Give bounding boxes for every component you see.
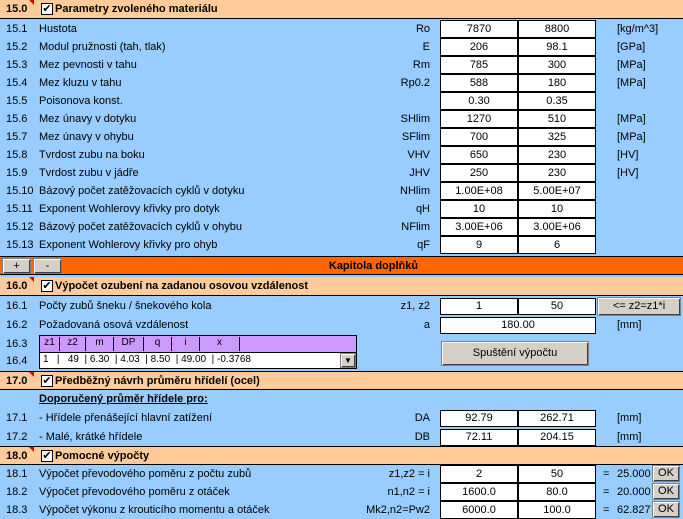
material-row — [0, 164, 683, 182]
row-unit: [MPa] — [617, 59, 646, 71]
z1-input[interactable]: 1 — [440, 298, 518, 315]
aux-input-1[interactable]: 1600.0 — [440, 483, 518, 501]
material-row — [0, 74, 683, 92]
expand-button[interactable]: + — [2, 258, 31, 274]
row-16-1 — [0, 297, 683, 316]
shaft-diameter-2: 262.71 — [518, 410, 596, 427]
row-symbol: E — [422, 41, 430, 53]
row-number: 18.3 — [6, 504, 28, 516]
row-label: Mez pevnosti v tahu — [39, 59, 137, 71]
row-symbol: NHlim — [400, 185, 430, 197]
aux-calc-row — [0, 501, 683, 519]
material-1-value[interactable]: 0.30 — [440, 92, 518, 110]
row-number: 15.11 — [6, 203, 33, 215]
results-column-header: z1 — [40, 337, 60, 351]
material-1-value[interactable]: 3.00E+06 — [440, 218, 518, 236]
results-column-header: i — [172, 337, 200, 351]
section-subtitle: Doporučený průměr hřídele pro: — [39, 393, 208, 405]
ok-button[interactable]: OK — [652, 483, 680, 500]
material-2-value[interactable]: 230 — [518, 164, 596, 182]
material-row — [0, 182, 683, 200]
row-unit: [mm] — [617, 412, 642, 424]
row-number: 15.3 — [6, 59, 28, 71]
equals-sign: = — [603, 504, 610, 516]
section-title: Předběžný návrh průměru hřídelí (ocel) — [55, 375, 260, 387]
row-label: Tvrdost zubu na boku — [39, 149, 145, 161]
aux-calc-row — [0, 465, 683, 483]
shaft-diameter-1: 72.11 — [440, 429, 518, 446]
aux-input-2[interactable]: 50 — [518, 465, 596, 483]
material-2-value[interactable]: 3.00E+06 — [518, 218, 596, 236]
row-number: 15.6 — [6, 113, 28, 125]
material-1-value[interactable]: 250 — [440, 164, 518, 182]
row-label: Počty zubů šneku / šnekového kola — [39, 300, 212, 312]
material-1-value[interactable]: 588 — [440, 74, 518, 92]
row-number: 15.13 — [6, 239, 34, 251]
section-number: 16.0 — [6, 280, 28, 292]
section-title: Výpočet ozubení na zadanou osovou vzdálenost — [55, 280, 309, 292]
row-number: 16.3 — [6, 338, 28, 350]
material-2-value[interactable]: 10 — [518, 200, 596, 218]
combo-dropdown-button[interactable]: ▼ — [340, 353, 356, 368]
section-18-header — [0, 446, 683, 465]
shaft-diameter-1: 92.79 — [440, 410, 518, 427]
section-16-checkbox[interactable]: ✔ — [42, 280, 52, 292]
row-label: Požadovaná osová vzdálenost — [39, 319, 189, 331]
material-1-value[interactable]: 7870 — [440, 20, 518, 38]
material-row — [0, 200, 683, 218]
row-label: Mez únavy v ohybu — [39, 131, 134, 143]
material-2-value[interactable]: 300 — [518, 56, 596, 74]
row-number: 15.9 — [6, 167, 28, 179]
row-number: 15.7 — [6, 131, 28, 143]
row-symbol: qH — [415, 203, 430, 215]
row-symbol: n1,n2 = i — [387, 486, 430, 498]
row-unit: [mm] — [617, 319, 642, 331]
section-17-subtitle-row — [0, 390, 683, 409]
material-1-value[interactable]: 1.00E+08 — [440, 182, 518, 200]
row-unit: [GPa] — [617, 41, 646, 53]
section-title: Parametry zvoleného materiálu — [55, 3, 218, 15]
row-label: Mez únavy v dotyku — [39, 113, 137, 125]
material-row — [0, 92, 683, 110]
section-number: 15.0 — [6, 3, 28, 15]
material-row — [0, 236, 683, 254]
results-column-header: z2 — [60, 337, 86, 351]
material-row — [0, 38, 683, 56]
aux-result: 62.827 — [617, 504, 651, 516]
section-title: Pomocné výpočty — [55, 450, 150, 462]
material-2-value[interactable]: 180 — [518, 74, 596, 92]
section-17-header — [0, 371, 683, 390]
comment-marker-icon — [29, 0, 34, 5]
row-label: Mez kluzu v tahu — [39, 77, 122, 89]
row-number: 15.10 — [6, 185, 34, 197]
row-number: 17.2 — [6, 431, 28, 443]
aux-result: 25.000 — [617, 468, 651, 480]
comment-marker-icon — [29, 372, 34, 377]
row-number: 16.2 — [6, 319, 28, 331]
row-symbol: JHV — [409, 167, 430, 179]
material-1-value[interactable]: 700 — [440, 128, 518, 146]
row-16-2 — [0, 316, 683, 335]
row-symbol: Ro — [415, 23, 430, 35]
row-label: Exponent Wohlerovy křivky pro dotyk — [39, 203, 220, 215]
aux-calc-row — [0, 483, 683, 501]
run-calculation-button[interactable]: Spuštění výpočtu — [441, 341, 589, 366]
shaft-row — [0, 428, 683, 447]
material-1-value[interactable]: 10 — [440, 200, 518, 218]
compute-z2-button[interactable]: <= z2=z1*i — [597, 297, 681, 316]
equals-sign: = — [603, 468, 610, 480]
results-column-header: x — [200, 337, 240, 351]
row-label: Tvrdost zubu v jádře — [39, 167, 139, 179]
row-unit: [HV] — [617, 167, 639, 179]
row-number: 16.4 — [6, 355, 28, 367]
ok-button[interactable]: OK — [652, 501, 680, 518]
row-number: 15.8 — [6, 149, 28, 161]
row-unit: [kg/m^3] — [617, 23, 659, 35]
aux-input-2[interactable]: 80.0 — [518, 483, 596, 501]
row-symbol: z1,z2 = i — [388, 468, 430, 480]
results-header — [39, 335, 357, 352]
aux-result: 20.000 — [617, 486, 651, 498]
section-number: 17.0 — [6, 375, 28, 387]
material-2-value[interactable]: 6 — [518, 236, 596, 254]
section-16-header — [0, 277, 683, 296]
row-symbol: Rm — [412, 59, 430, 71]
section-15-header — [0, 0, 683, 19]
row-label: Poisonova konst. — [39, 95, 123, 107]
material-row — [0, 218, 683, 236]
row-unit: [MPa] — [617, 113, 646, 125]
row-label: - Hřídele přenášející hlavní zatížení — [39, 412, 213, 424]
row-label: Bázový počet zatěžovacích cyklů v dotyku — [39, 185, 245, 197]
row-symbol: NFlim — [401, 221, 430, 233]
material-row — [0, 20, 683, 38]
section-17-checkbox[interactable]: ✔ — [42, 375, 52, 387]
row-number: 15.2 — [6, 41, 28, 53]
row-label: Výpočet převodového poměru z počtu zubů — [39, 468, 252, 480]
row-symbol: Mk2,n2=Pw2 — [366, 504, 430, 516]
row-unit: [HV] — [617, 149, 639, 161]
row-label: Výpočet převodového poměru z otáček — [39, 486, 230, 498]
row-unit: [mm] — [617, 431, 642, 443]
row-symbol: DB — [414, 431, 430, 443]
results-combo[interactable] — [39, 352, 357, 369]
material-row — [0, 56, 683, 74]
ok-button[interactable]: OK — [652, 465, 680, 482]
results-column-header: q — [144, 337, 172, 351]
results-combo-value: 1 | 49 | 6.30 | 4.03 | 8.50 | 49.00 | -0.3768 — [43, 354, 251, 365]
z2-input[interactable]: 50 — [518, 298, 596, 315]
shaft-row — [0, 409, 683, 428]
section-18-checkbox[interactable]: ✔ — [42, 450, 52, 462]
material-1-value[interactable]: 206 — [440, 38, 518, 56]
row-symbol: SFlim — [401, 131, 430, 143]
row-unit: [MPa] — [617, 131, 646, 143]
material-1-value[interactable]: 650 — [440, 146, 518, 164]
chapter-title: Kapitola doplňků — [328, 260, 419, 272]
aux-input-2[interactable]: 100.0 — [518, 501, 596, 519]
material-2-value[interactable]: 510 — [518, 110, 596, 128]
row-label: Výpočet výkonu z krouticího momentu a otáček — [39, 504, 270, 516]
row-label: Hustota — [39, 23, 77, 35]
shaft-diameter-2: 204.15 — [518, 429, 596, 446]
row-number: 15.1 — [6, 23, 28, 35]
material-2-value[interactable]: 230 — [518, 146, 596, 164]
equals-sign: = — [603, 486, 610, 498]
material-2-value[interactable]: 5.00E+07 — [518, 182, 596, 200]
material-2-value[interactable]: 325 — [518, 128, 596, 146]
section-15-checkbox[interactable]: ✔ — [42, 3, 52, 15]
material-row — [0, 110, 683, 128]
material-1-value[interactable]: 9 — [440, 236, 518, 254]
comment-marker-icon — [29, 277, 34, 282]
material-row — [0, 146, 683, 164]
row-label: Modul pružnosti (tah, tlak) — [39, 41, 166, 53]
comment-marker-icon — [29, 447, 34, 452]
row-symbol: Rp0.2 — [400, 77, 430, 89]
row-number: 18.1 — [6, 468, 28, 480]
material-2-value[interactable]: 98.1 — [518, 38, 596, 56]
section-number: 18.0 — [6, 450, 28, 462]
row-symbol: z1, z2 — [400, 300, 430, 312]
row-number: 18.2 — [6, 486, 28, 498]
results-column-header: m — [86, 337, 114, 351]
row-symbol: VHV — [407, 149, 430, 161]
material-1-value[interactable]: 1270 — [440, 110, 518, 128]
chapter-bar — [0, 256, 683, 275]
material-row — [0, 128, 683, 146]
aux-input-1[interactable]: 6000.0 — [440, 501, 518, 519]
row-label: Bázový počet zatěžovacích cyklů v ohybu — [39, 221, 242, 233]
material-1-value[interactable]: 785 — [440, 56, 518, 74]
collapse-button[interactable]: - — [33, 258, 62, 274]
row-number: 15.4 — [6, 77, 28, 89]
row-symbol: DA — [414, 412, 430, 424]
row-number: 17.1 — [6, 412, 28, 424]
material-2-value[interactable]: 0.35 — [518, 92, 596, 110]
row-symbol: qF — [417, 239, 430, 251]
row-number: 16.1 — [6, 300, 28, 312]
row-label: Exponent Wohlerovy křivky pro ohyb — [39, 239, 218, 251]
aux-input-1[interactable]: 2 — [440, 465, 518, 483]
row-number: 15.12 — [6, 221, 34, 233]
row-symbol: a — [423, 319, 430, 331]
material-2-value[interactable]: 8800 — [518, 20, 596, 38]
row-number: 15.5 — [6, 95, 28, 107]
row-label: - Malé, krátké hřídele — [39, 431, 143, 443]
center-distance-input[interactable]: 180.00 — [440, 317, 596, 334]
row-symbol: SHlim — [400, 113, 430, 125]
results-column-header: DP — [114, 337, 144, 351]
row-unit: [MPa] — [617, 77, 646, 89]
